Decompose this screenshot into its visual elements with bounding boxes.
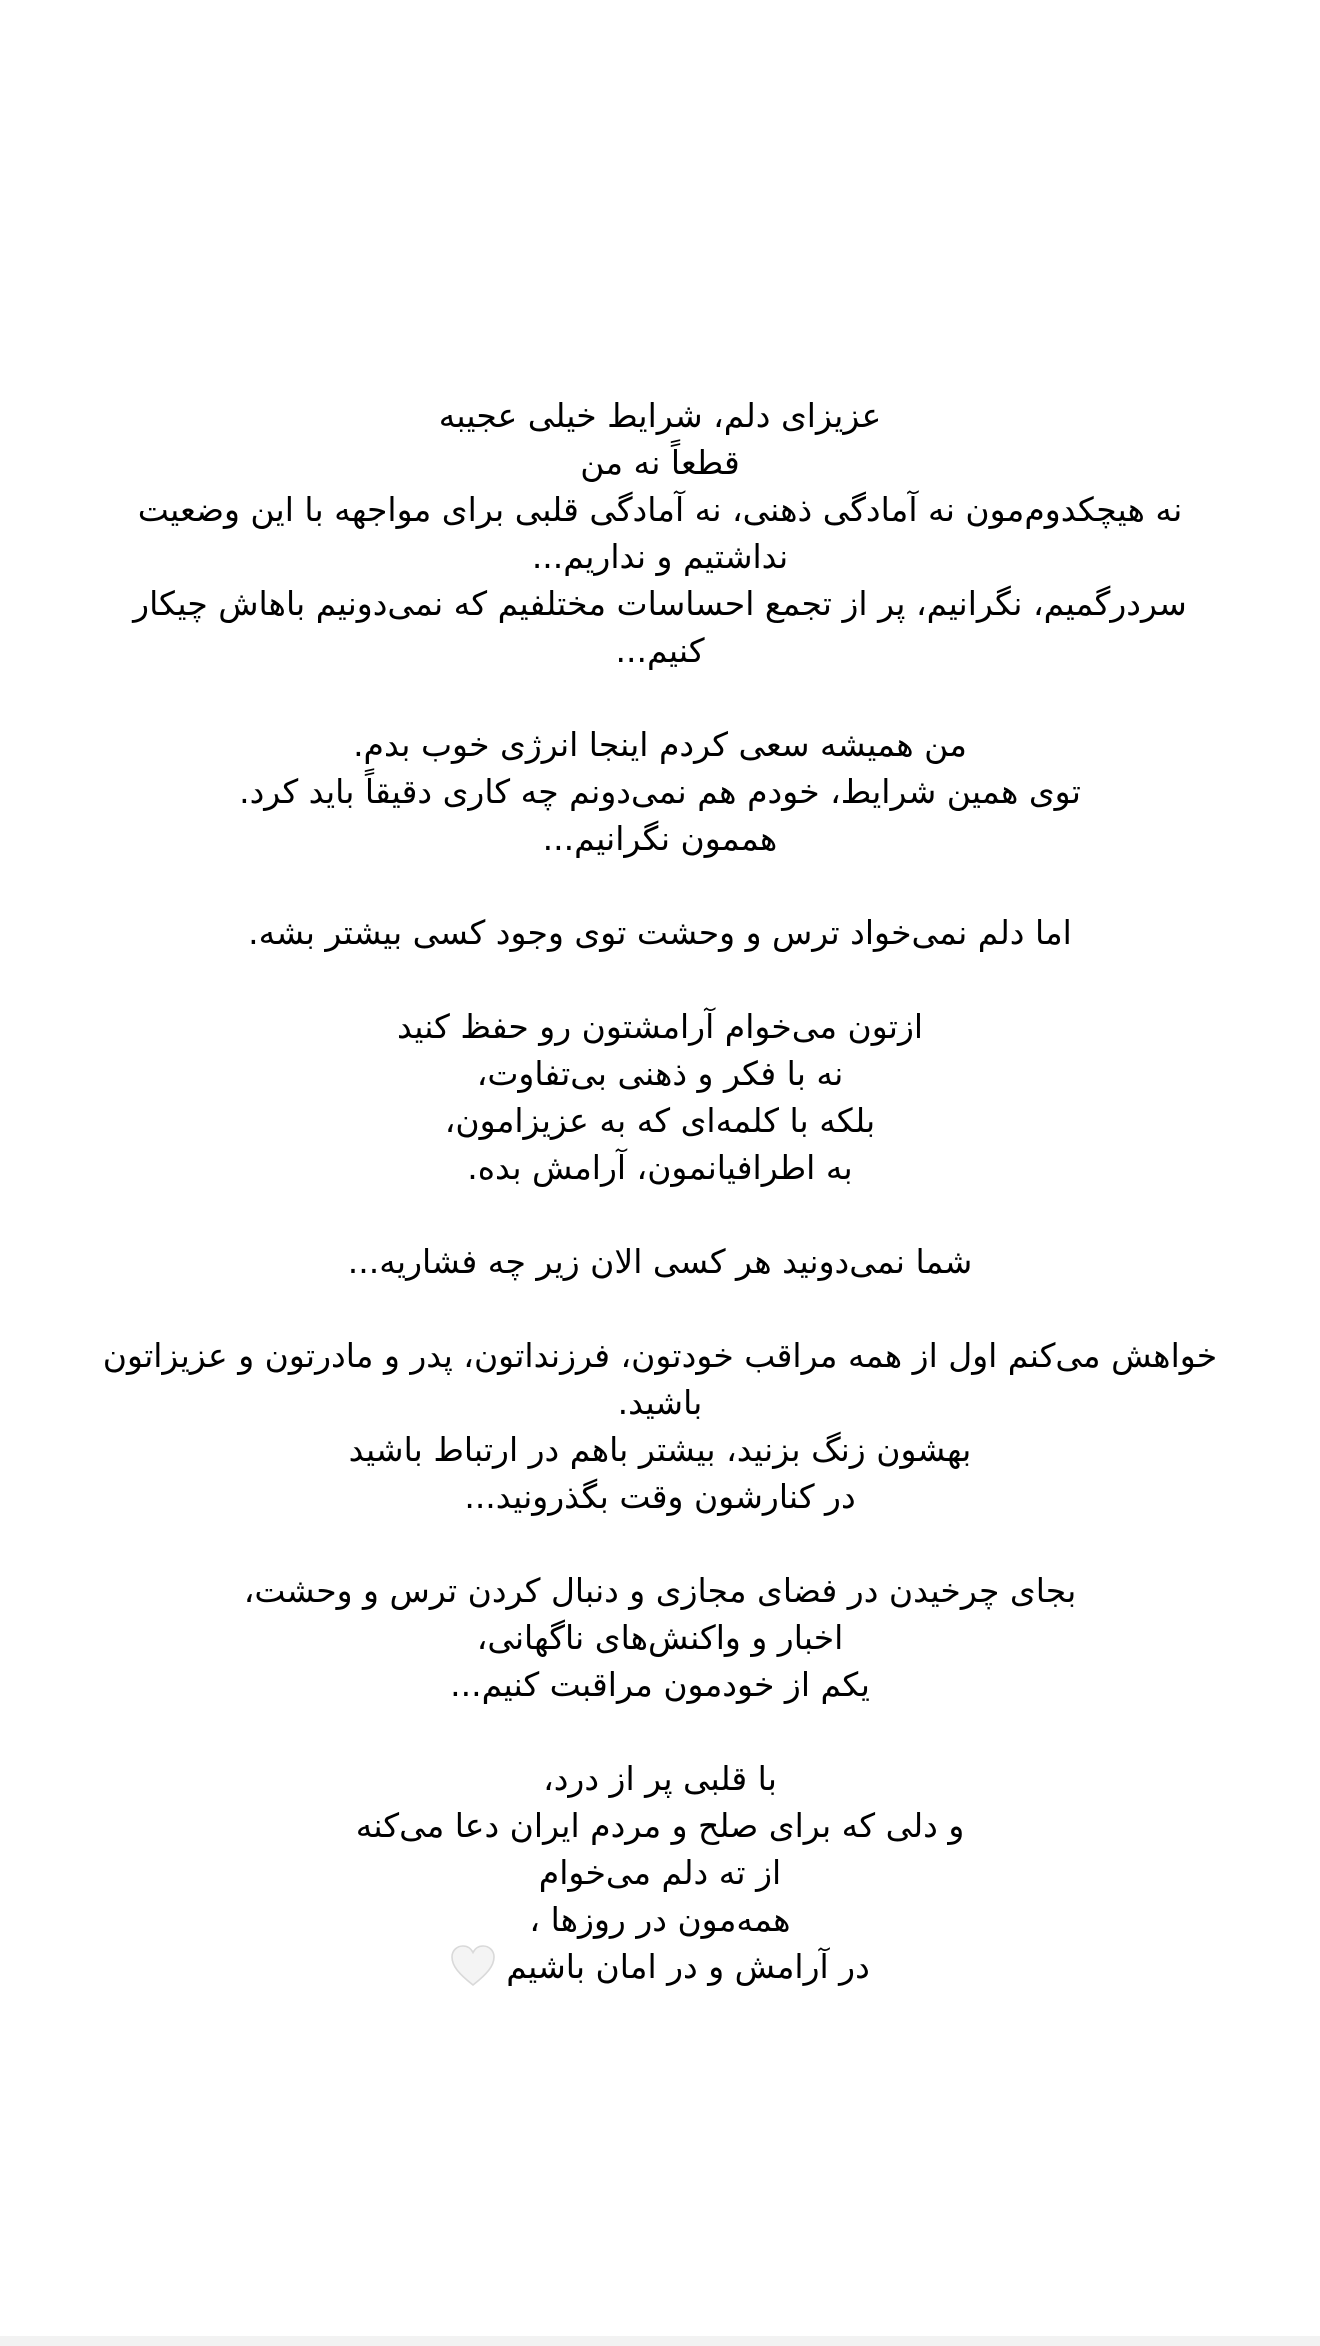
paragraph-8 (100, 1755, 1220, 1990)
text-line: همه‌مون در روزها ، (529, 1900, 791, 1939)
paragraph-gap (100, 1285, 1220, 1332)
text-line: با قلبی پر از درد، (543, 1759, 777, 1798)
paragraph-gap (100, 956, 1220, 1003)
paragraph-gap (100, 674, 1220, 721)
text-line: از ته دلم می‌خوام (538, 1853, 782, 1892)
paragraph-gap (100, 862, 1220, 909)
paragraph-gap (100, 1520, 1220, 1567)
text-line: توی همین شرایط، خودم هم نمی‌دونم چه کاری دقیقاً باید کرد. (239, 772, 1081, 811)
text-line: یکم از خودمون مراقبت کنیم... (450, 1665, 870, 1704)
text-line: بهشون زنگ بزنید، بیشتر باهم در ارتباط باشید (348, 1430, 972, 1469)
paragraph-gap (100, 1191, 1220, 1238)
text-line: بجای چرخیدن در فضای مجازی و دنبال کردن ترس و وحشت، (243, 1571, 1077, 1610)
text-line: به اطرافیانمون، آرامش بده. (467, 1148, 853, 1187)
text-line: اخبار و واکنش‌های ناگهانی، (476, 1618, 844, 1657)
paragraph-gap (100, 1708, 1220, 1755)
text-line: اما دلم نمی‌خواد ترس و وحشت توی وجود کسی بیشتر بشه. (248, 913, 1072, 952)
text-line: سردرگمیم، نگرانیم، پر از تجمع احساسات مختلفیم که نمی‌دونیم باهاش چیکار کنیم... (133, 584, 1187, 670)
closing-line (100, 1943, 1220, 1990)
text-line: هممون نگرانیم... (542, 819, 778, 858)
white-heart-icon (450, 1944, 496, 1988)
text-line: من همیشه سعی کردم اینجا انرژی خوب بدم. (353, 725, 967, 764)
text-line: در کنارشون وقت بگذرونید... (464, 1477, 856, 1516)
text-line: نه هیچکدوم‌مون نه آمادگی ذهنی، نه آمادگی قلبی برای مواجهه با این وضعیت نداشتیم و نداریم... (137, 490, 1183, 576)
text-line: قطعاً نه من (580, 443, 740, 482)
text-line: شما نمی‌دونید هر کسی الان زیر چه فشاریه... (347, 1242, 973, 1281)
paragraph-5 (100, 1238, 1220, 1285)
text-line: عزیزای دلم، شرایط خیلی عجیبه (438, 396, 882, 435)
paragraph-7 (100, 1567, 1220, 1708)
bottom-bar (0, 2336, 1320, 2346)
text-line: خواهش می‌کنم اول از همه مراقب خودتون، فرزنداتون، پدر و مادرتون و عزیزاتون باشید. (102, 1336, 1218, 1422)
story-text (100, 392, 1220, 1990)
text-line: ازتون می‌خوام آرامشتون رو حفظ کنید (396, 1007, 924, 1046)
paragraph-1 (100, 392, 1220, 674)
text-line: نه با فکر و ذهنی بی‌تفاوت، (476, 1054, 844, 1093)
text-line: در آرامش و در امان باشیم (506, 1947, 870, 1986)
paragraph-3 (100, 909, 1220, 956)
text-line: و دلی که برای صلح و مردم ایران دعا می‌کنه (355, 1806, 965, 1845)
paragraph-6 (100, 1332, 1220, 1520)
paragraph-4 (100, 1003, 1220, 1191)
paragraph-2 (100, 721, 1220, 862)
text-line: بلکه با کلمه‌ای که به عزیزامون، (444, 1101, 876, 1140)
